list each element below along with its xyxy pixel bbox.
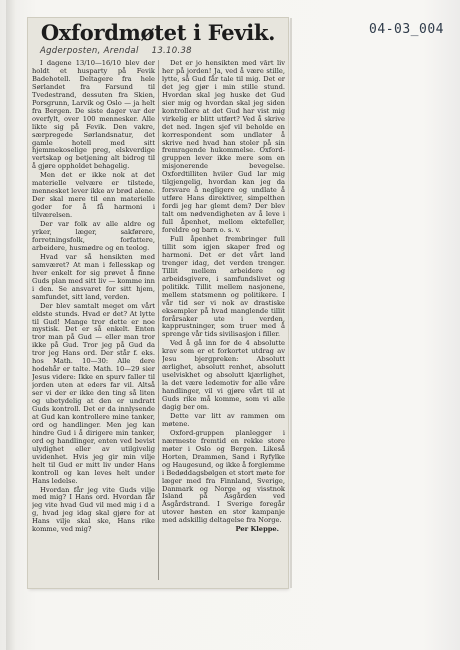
clipping-edge-shadow: [290, 18, 292, 588]
page-binding-shadow: [6, 0, 16, 650]
article-paragraph: Dette var litt av rammen om møtene.: [162, 411, 285, 428]
article-paragraph: Men det er ikke nok at det materielle velvære er tilstede, mennesket lever ikke av brød alene. Der skal mere til enn materielle goder for å få harmoni i tilværelsen.: [32, 171, 155, 220]
article-column-left: [32, 60, 155, 586]
article-paragraph: I dagene 13/10—16/10 blev der holdt et husparty på Fevik Badehotell. Deltagere fra hele Sørlandet fra Farsund til Tvedestrand, dessuten fra Skien, Porsgrunn, Larvik og Oslo — ja helt fra Bergen. De siste dager var der overfylt, over 100 mennesker. Alle likte sig på Fevik. Den vakre, særpregede Sørlandsnatur, det gamle hotell med sitt hjemmekoselige preg, elskverdige vertskap og betjening alt bidrog til å gjøre oppholdet behagelig.: [32, 60, 155, 171]
article-paragraph: Oxford-gruppen planlegger i nærmeste fremtid en rekke store møter i Oslo og Bergen. Likeså Horten, Drammen, Sand i Ryfylke og Haugesund, og ikke å forglemme i Bedøddagsbølgen et stort møte for læger med fra Finnland, Sverige, Danmark og Norge og visstnok Island på Åsgården ved Åsgårdstrand. I Sverige foregår utover høsten en stor kampanje med adskillig deltagelse fra Norge.: [162, 428, 285, 525]
article-column-right: [162, 60, 285, 586]
column-divider: [158, 60, 159, 580]
newspaper-clipping: [28, 18, 288, 588]
article-paragraph: Hvordan får jeg vite Guds vilje med mig? I Hans ord. Hvordan får jeg vite hvad Gud vil med mig i d a g, hvad jeg idag skal gjøre for at Hans vilje skal ske, Hans rike komme, ved mig?: [32, 485, 155, 534]
clipping-headline: Oxfordmøtet i Fevik.: [40, 20, 276, 45]
handwritten-annotation: [40, 46, 202, 56]
article-paragraph: Ved å gå inn for de 4 absolutte krav som er et forkortet utdrag av Jesu bjergpreken: Absolutt ærlighet, absolutt renhet, absolutt uselviskhet og absolutt kjærlighet, la det være ledemotiv for alle våre handlinger, vil vi gjøre vårt til at Guds rike må komme, som vi alle dagig ber om.: [162, 339, 285, 411]
article-paragraph: Full åpenhet frembringer full tillit som igjen skaper fred og harmoni. Det er det vårt land trenger idag, det verden trenger. Tillit mellem arbeidere og arbeidsgivere, i samfundslivet og politikk. Tillit mellem nasjonene, mellem statsmenn og politikere. I vår tid ser vi nok av drastiske eksempler på hvad manglende tillit forårsaker ute i verden, kapprustninger, som truer med å sprenge vår tids sivilisasjon i filler.: [162, 234, 285, 339]
article-paragraph: Der var folk av alle aldre og yrker, læger, sakførere, forretningsfolk, forfattere, arbeidere, husmødre og en teolog.: [32, 220, 155, 252]
author-signature: Per Kleppe.: [235, 525, 279, 534]
handwritten-source: Agderposten, Arendal: [40, 46, 139, 56]
archive-number: 04-03_004: [369, 22, 444, 37]
article-paragraph: Det er jo hensikten med vårt liv her på jorden! Ja, ved å være stille, lytte, så Gud får tale til mig. Det er det jeg gjør i min stille stund. Hvordan skal jeg huske det Gud sier mig og hvordan skal jeg siden kontrollere at det Gud har vist mig virkelig er blitt utført? Ved å skrive det ned. Ingen sjef vil beholde en korrespondent som undlater å skrive ned hvad han stoler på sin fremragende hukommelse. Oxford-gruppen lever ikke mere som en misjonerende bevegelse. Oxfordtilliten hviler Gud lar mig tilgjengelig, hvordan kan jeg da forsvare å negligere og undlate å utføre Hans direktiver, simpelthen fordi jeg har glemt dem? Der blev talt om nødvendigheten av å leve i full åpenhet, mellom ektefeller, foreldre og barn o. s. v.: [162, 60, 285, 235]
handwritten-date: 13.10.38: [151, 46, 192, 56]
article-paragraph: Hvad var så hensikten med samværet? At man i fellesskap og hver enkelt for sig prøvet å finne Guds plan med sitt liv — komme inn i den. Se ansvaret for sitt hjem, samfundet, sitt land, verden.: [32, 252, 155, 301]
article-paragraph: Der blev samtalt meget om vårt eldste stunds. Hvad er det? At lytte til Gud! Mange tror dette er noe mystisk. Det er så enkelt. Enten tror man på Gud — eller man tror ikke på Gud. Tror jeg på Gud da tror jeg Hans ord. Der står f. eks. hos Math. 10—30: Alle dere hodehår er talte. Math. 10—29 sier Jesus videre: Ikke en spurv faller til jorden uten at eders far vil. Altså ser vi der er ikke den ting så liten og ubetydelig at den er undratt Guds kontroll. Det er da innlysende at Gud kan kontrollere mine tanker, ord og handlinger. Men jeg kan hindre Gud i å dirigere min tanker, ord og handlinger, enten ved bevist ulydighet eller av utilgivelig uvidenhet. Hvis jeg gir min vilje helt til Gud er mitt liv under Hans kontroll og kan leves helt under Hans ledelse.: [32, 301, 155, 485]
